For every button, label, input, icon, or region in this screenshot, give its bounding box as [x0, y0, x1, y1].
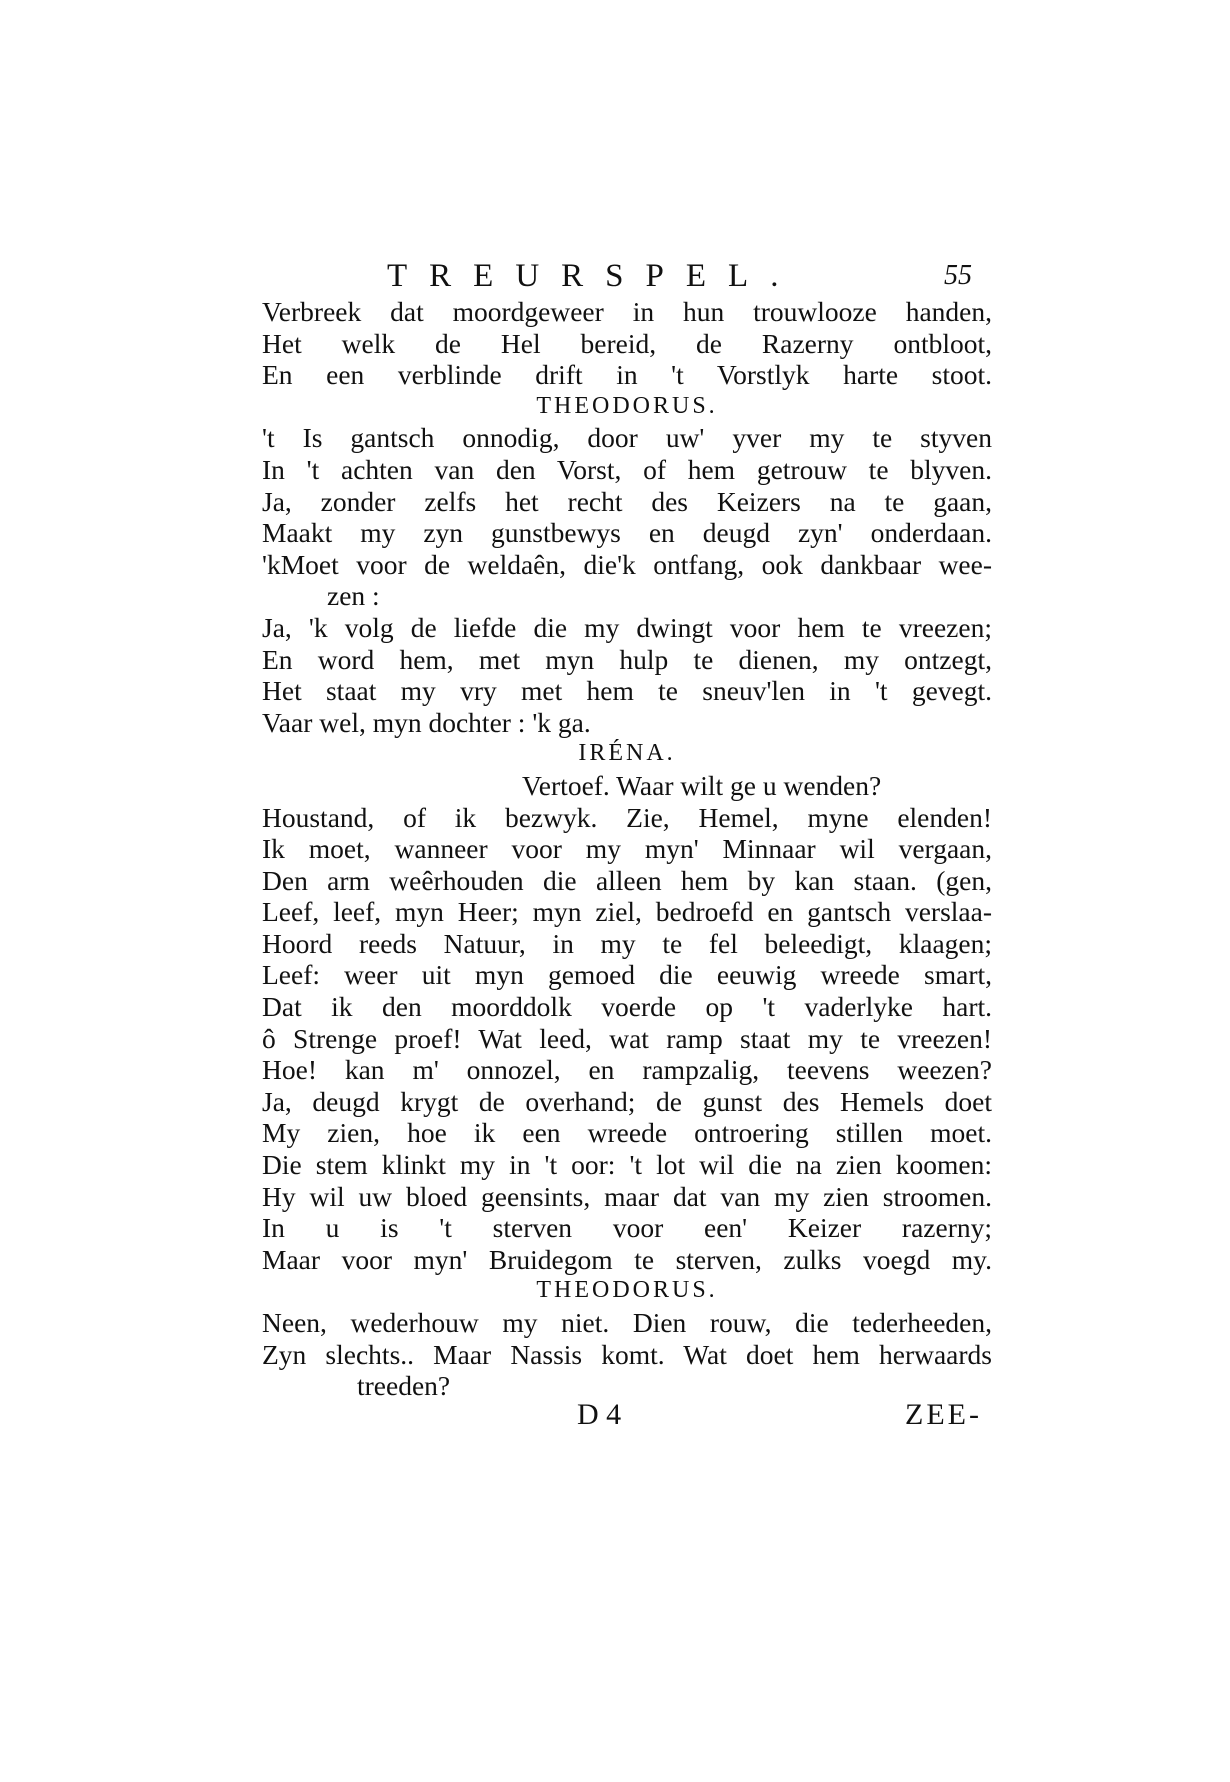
verse-line: En een verblinde drift in 't Vorstlyk harte stoot. — [262, 359, 992, 391]
verse-text — [262, 296, 992, 1402]
page-number: 55 — [944, 260, 972, 291]
verse-line: In u is 't sterven voor een' Keizer razerny; — [262, 1212, 992, 1244]
verse-line: Ja, 'k volg de liefde die my dwingt voor hem te vreezen; — [262, 611, 992, 643]
verse-line: Hoord reeds Natuur, in my te fel beleedigt, klaagen; — [262, 927, 992, 959]
verse-line: Den arm weêrhouden die alleen hem by kan staan. (gen, — [262, 864, 992, 896]
speaker-name: IRÉNA. — [578, 740, 676, 767]
verse-line: Ja, zonder zelfs het recht des Keizers na te gaan, — [262, 485, 992, 517]
signature-mark: D 4 — [577, 1398, 622, 1431]
verse-line: Leef: weer uit myn gemoed die eeuwig wreede smart, — [262, 959, 992, 991]
verse-line: Hoe! kan m' onnozel, en rampzalig, teevens weezen? — [262, 1054, 992, 1086]
page-header — [262, 258, 992, 298]
page-footer — [262, 1398, 992, 1438]
verse-line: Zyn slechts.. Maar Nassis komt. Wat doet hem herwaards — [262, 1338, 992, 1370]
catchword: ZEE- — [905, 1398, 982, 1431]
verse-line: Dat ik den moorddolk voerde op 't vaderlyke hart. — [262, 991, 992, 1023]
verse-line: Het welk de Hel bereid, de Razerny ontbloot, — [262, 327, 992, 359]
verse-line: 't Is gantsch onnodig, door uw' yver my te styven — [262, 422, 992, 454]
verse-line: Leef, leef, myn Heer; myn ziel, bedroefd en gantsch verslaa- — [262, 896, 992, 928]
verse-line: Houstand, of ik bezwyk. Zie, Hemel, myne elenden! — [262, 801, 992, 833]
verse-line: Maakt my zyn gunstbewys en deugd zyn' onderdaan. — [262, 517, 992, 549]
verse-line: My zien, hoe ik een wreede ontroering stillen moet. — [262, 1117, 992, 1149]
verse-line-half: Vertoef. Waar wilt ge u wenden? — [522, 769, 882, 801]
verse-line: En word hem, met myn hulp te dienen, my ontzegt, — [262, 643, 992, 675]
verse-line: ô Strenge proef! Wat leed, wat ramp staat my te vreezen! — [262, 1022, 992, 1054]
verse-line: Verbreek dat moordgeweer in hun trouwlooze handen, — [262, 296, 992, 327]
verse-line-continuation: treeden? — [357, 1370, 451, 1402]
verse-line: Maar voor myn' Bruidegom te sterven, zulks voegd my. — [262, 1243, 992, 1275]
verse-line: Ja, deugd krygt de overhand; de gunst des Hemels doet — [262, 1085, 992, 1117]
verse-line: Hy wil uw bloed geensints, maar dat van my zien stroomen. — [262, 1180, 992, 1212]
speaker-name: THEODORUS. — [536, 392, 718, 419]
verse-line-continuation: zen : — [327, 580, 380, 612]
verse-line: Vaar wel, myn dochter : 'k ga. — [262, 706, 591, 738]
verse-line: 'kMoet voor de weldaên, die'k ontfang, ook dankbaar wee- — [262, 548, 992, 580]
verse-line: Het staat my vry met hem te sneuv'len in 't gevegt. — [262, 675, 992, 707]
speaker-name: THEODORUS. — [536, 1277, 718, 1304]
verse-line: Neen, wederhouw my niet. Dien rouw, die tederheeden, — [262, 1307, 992, 1338]
verse-line: Die stem klinkt my in 't oor: 't lot wil die na zien koomen: — [262, 1149, 992, 1181]
running-title: TREURSPEL. — [387, 258, 801, 294]
verse-line: In 't achten van den Vorst, of hem getrouw te blyven. — [262, 453, 992, 485]
verse-line: Ik moet, wanneer voor my myn' Minnaar wil vergaan, — [262, 833, 992, 865]
